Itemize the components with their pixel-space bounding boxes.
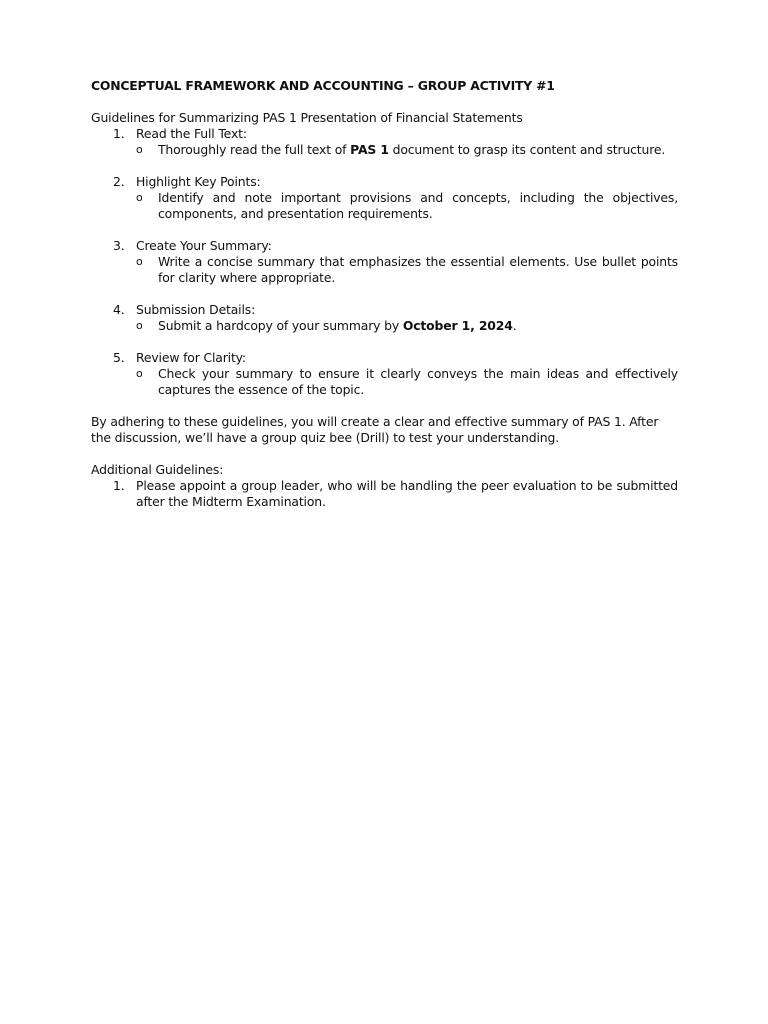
guideline-step [91,174,678,222]
step-heading: Highlight Key Points: [136,174,261,189]
step-detail [136,190,678,222]
additional-guidelines-heading: Additional Guidelines: [91,462,224,477]
step-detail-text: Write a concise summary that emphasizes the essential elements. Use bullet points for clarity where appropriate. [158,254,678,285]
step-detail-text: . [512,318,517,333]
guidelines-list [91,126,678,398]
step-number: 4. [113,302,125,317]
step-detail [136,142,678,158]
additional-guidelines-list [91,478,678,510]
closing-paragraph: By adhering to these guidelines, you will create a clear and effective summary of PAS 1. After the discussion, we’ll have a group quiz bee (Drill) to test your understanding. [91,414,659,445]
step-number: 1. [113,126,125,141]
circle-bullet-icon: o [136,143,143,156]
step-number: 2. [113,174,125,189]
document-title: CONCEPTUAL FRAMEWORK AND ACCOUNTING – GROUP ACTIVITY #1 [91,78,555,93]
step-detail-text: Identify and note important provisions and concepts, including the objectives, components, and presentation requirements. [158,190,678,221]
step-detail [136,366,678,398]
step-detail-text: Submit a hardcopy of your summary by [158,318,403,333]
step-detail-text: Check your summary to ensure it clearly conveys the main ideas and effectively captures the essence of the topic. [158,366,678,397]
step-heading: Submission Details: [136,302,256,317]
step-detail-emphasis: PAS 1 [350,142,389,157]
additional-guideline-item [91,478,678,510]
circle-bullet-icon: o [136,319,143,332]
step-detail [136,318,678,334]
step-number: 1. [113,478,125,493]
circle-bullet-icon: o [136,367,143,380]
guidelines-intro: Guidelines for Summarizing PAS 1 Presentation of Financial Statements [91,110,523,125]
guideline-step [91,302,678,334]
step-heading: Read the Full Text: [136,126,247,141]
circle-bullet-icon: o [136,191,143,204]
guideline-step [91,238,678,286]
submission-deadline: October 1, 2024 [402,318,513,333]
step-detail-text: document to grasp its content and structure. [388,142,666,157]
step-heading: Review for Clarity: [136,350,246,365]
circle-bullet-icon: o [136,255,143,268]
additional-guideline-text: Please appoint a group leader, who will be handling the peer evaluation to be submitted after the Midterm Examination. [136,478,678,509]
step-heading: Create Your Summary: [136,238,272,253]
guideline-step [91,126,678,158]
step-detail [136,254,678,286]
step-number: 3. [113,238,125,253]
guideline-step [91,350,678,398]
step-detail-text: Thoroughly read the full text of [158,142,351,157]
step-number: 5. [113,350,125,365]
document-content [91,78,678,510]
